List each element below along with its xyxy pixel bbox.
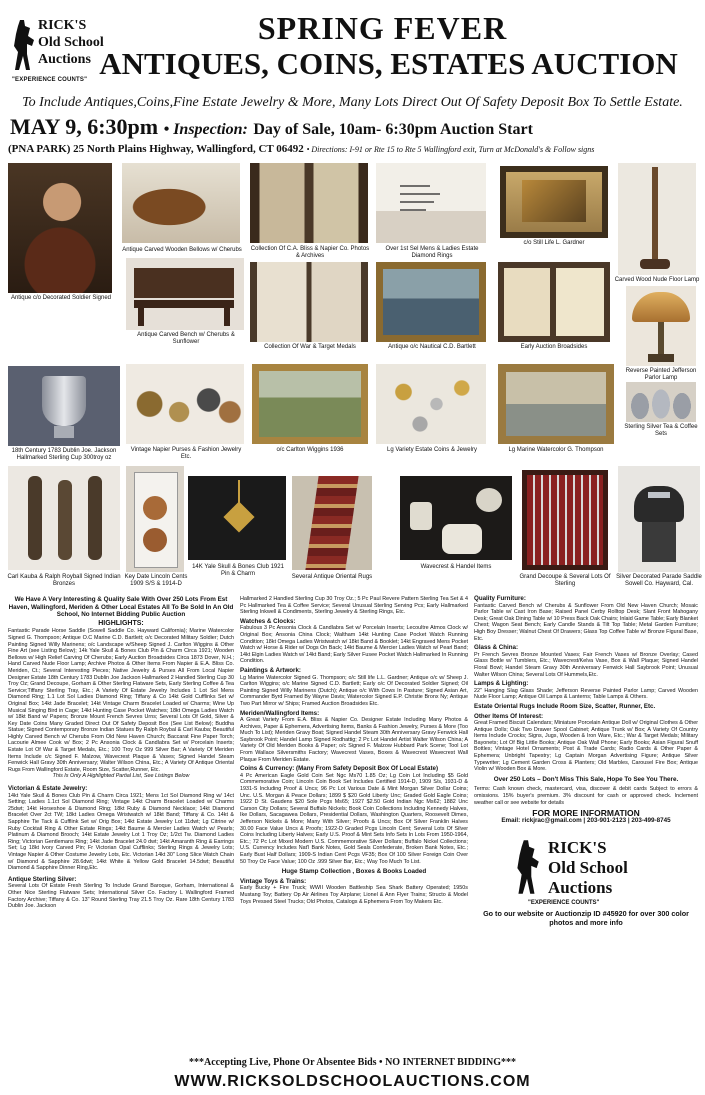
caption-wiggins: o/c Carlton Wiggins 1936 (276, 447, 344, 453)
photo-carved-bench (126, 258, 244, 330)
caption-carved-bench: Antique Carved Bench w/ Cherubs & Sunflower (137, 332, 235, 345)
column-1 (8, 596, 234, 1051)
bottom-logo-line2: Old School (548, 858, 628, 878)
caption-indian-bronzes: Carl Kauba & Ralph Royball Signed Indian Bronzes (7, 574, 121, 587)
paintings-text: Lg Marine Watercolor Signed G. Thompson; o/c Still life L.L. Gardner; Antique o/c w/ Sheep J. Carlton Wiggins; o/c Marine Signed C.D. Bartlett; Early o/c Of Decorated Soldier Signed; Oil Painting Signed Willy Marinens (Dutch); Antique o/c With Cows In Pasture; Signed Asian Art, Commander Byrd Framed By Wayne Davis; Watercolor Signed E.P. Christie Bronx Ny; Antique Two Part Mirror w/ Ships; Framed Auction Broadsides Etc. (240, 674, 468, 707)
photo-bellows (122, 163, 240, 243)
caption-soldier: Antique c/o Decorated Soldier Signed (10, 295, 112, 301)
furniture-text: Fantastic Carved Bench w/ Cherubs & Sunflower From Old New Haven Church; Mosaic Parlor Table w/ Cast Iron Base; Raised Panel Cerby Rolltop Desk; Slant Front Mahogany Desk; Great Oak Dining Table w/ 10 Press Back Oak Chairs; Inlaid Game Table; Early Blanket Chest; Wagon Seat Bench; Early Candle Stands & Tilt Top Table; Metal Garden Furniture; High Boy Dresser; Walnut Chest Of Drawers; Glass Top Coffee Table w/ Bronze Figural Base, Etc. (474, 602, 698, 642)
column-2 (240, 596, 468, 1051)
photo-lincoln-cents (126, 466, 184, 572)
estate-rugs-heading: Estate Oriental Rugs Include Room Size, Scatter, Runner, Etc. (474, 702, 656, 710)
more-info-heading: FOR MORE INFORMATION (532, 808, 640, 819)
photo-skull-bones (188, 476, 286, 560)
photo-marine-watercolor (498, 364, 614, 444)
bottom-logo-tagline: "EXPERIENCE COUNTS" (528, 900, 600, 907)
caption-dublin-cup: 18th Century 1783 Dublin Joe. Jackson Hallmarked Sterling Cup 300troy oz (11, 448, 117, 461)
caption-still-life: c/o Still Life L. Gardner (523, 240, 585, 246)
photo-indian-bronzes (8, 466, 120, 570)
silver-heading: Antique Sterling Silver: (8, 875, 77, 883)
photo-tea-sets (626, 382, 696, 422)
furniture-heading: Quality Furniture: (474, 595, 526, 602)
photo-napier-purses (126, 364, 244, 444)
photo-wiggins (252, 364, 368, 444)
logo-line3: Auctions (38, 52, 91, 67)
photo-nautical (376, 262, 486, 342)
victorian-heading: Victorian & Estate Jewelry: (8, 785, 88, 793)
caption-wavecrest: Wavecrest & Handel Items (420, 564, 492, 570)
caption-saddle: Silver Decorated Parade Saddle Sowell Co. Hayward, Cal. (616, 574, 702, 587)
auction-date: MAY 9, 6:30pm (10, 114, 159, 139)
title-spring-fever: SPRING FEVER (257, 10, 508, 46)
caption-napier-purses: Vintage Napier Purses & Fashion Jewelry Etc. (130, 447, 242, 460)
horse-rider-icon (512, 836, 542, 898)
toys-text: Early Bucky + Fire Truck; WWII Wooden Battleship Sea Shark Battery Operated; 1950s Mustang Toy; Battery Op Air Airlines Toy Airplane; Lionel & Ann Flyer Trains; Structo & Model Toys Pressed Steel Trucks; Old Photos, Catalogs & Ephemera From Toy Makers Etc. (240, 885, 468, 905)
title-auction: ANTIQUES, COINS, ESTATES AUCTION (99, 46, 678, 81)
logo-tagline: "EXPERIENCE COUNTS" (12, 77, 88, 83)
caption-bliss-archives: Collection Of C.A. Bliss & Napier Co. Photos & Archives (250, 246, 370, 259)
caption-grand-decoupe: Grand Decoupe & Several Lots Of Sterling (519, 574, 611, 587)
accepting-bids: ***Accepting Live, Phone Or Absentee Bids • NO INTERNET BIDDING*** (188, 1057, 517, 1068)
meriden-text: A Great Variety From E.A. Bliss & Napier Co. Designer Estate Including Many Photos & Archives, Paper & Ephemera, Advertising Items, Banks & Fashion Jewelry, Purses & More (Too Much To List); Meriden Gravy Boat; Signed Handel Steam 30th Anniversary Gravy Fenwick Hall Saybrook Point; Handel Lamp Signed Rodhattig; 2 Pc Lot Handel Artist Walter Wilson China; A Variety Of Old Meriden Books & Paper; o/c Signed F. Malzow Hubbard Park Scene; Tool Lot From Wallace Silversmiths Factory; Wavecrest Vases, Boxes & Wavecrest Wavecrest Wall Plaque From Meriden Estate. (240, 717, 468, 763)
toys-heading: Vintage Toys & Trains: (240, 877, 307, 885)
lamps-heading: Lamps & Lighting: (474, 680, 529, 688)
highlights-heading: HIGHLIGHTS: (98, 619, 144, 627)
caption-oriental-rugs: Several Antique Oriental Rugs (291, 574, 373, 580)
website-url[interactable]: WWW.RICKSOLDSCHOOLAUCTIONS.COM (174, 1073, 531, 1090)
photo-oriental-rugs (292, 476, 372, 570)
highlights-note: This Is Only A Highlighted Partial List, See Listings Below (52, 773, 190, 780)
caption-broadsides: Early Auction Broadsides (520, 344, 588, 350)
caption-tea-sets: Sterling Silver Tea & Coffee Sets (624, 424, 698, 437)
address: (PNA PARK) 25 North Plains Highway, Wallingford, CT 06492 (8, 143, 304, 155)
caption-war-medals: Collection Of War & Target Medals (264, 344, 356, 350)
contact-line: Email: rickjrac@gmail.com | 203-901-2123 | 203-499-8745 (501, 816, 671, 824)
address-line (8, 143, 703, 155)
bottom-logo-line1: RICK'S (548, 838, 607, 858)
watches-heading: Watches & Clocks: (240, 617, 296, 625)
inspection-label: • Inspection: (163, 121, 248, 138)
victorian-text: 14kt Yale Skull & Bones Club Pin & Charm Circa 1921; Mens 1ct Sol Diamond Ring w/ 14ct Setting; Ladies 1.1ct Sol Diamond Ring; Vintage 14kt Charm Bracelet Loaded w/ Charms 25dwt; 14kt Horseshoe & Diamond Ring; 18kt Ruby & Diamond Necklace; 14kt Diamond Bracelet Over 2ct TW; 18kt Ladies Omega Wristwatch w/ 18kt Band; Tiffany & Co. 14kt & Sapphire Tie Tack & Cufflink Set w/ Orig Box; 14kt Estate Jewelry Lot 11dwt; Lg Citrine w/ Ruby Cocktail Ring & Other Estate Rings; 14kt Baume & Mercier Ladies Watch w/ Pearls; Platinum & Diamond Brooch; 14kt Estate Jewelry Lot 1 Troy Oz; 1/2ct Tw. Diamond Ladies Ring; Victorian Gentlemans Ring; 14kt Jade Bracelet 24.0 dwt; 14kt Amaranth Ring & Earrings Set; Lg 18kt Ivory Carved Pin; Fr Victorian Opal Cufflinks; Sterling Rings & Jewelry Lots; Vintage Napier & Other Costume Jewelry Lots, Etc. Victorian 14kt 30" Long Slice Watch Chain w/ Diamond & Sapphire 28.6dwt; 14kt White & Yellow Gold Bracelet 14.5dwt; Beautiful Diamond & Sapphire Dinner Ring,Etc. (8, 792, 234, 872)
photo-diamond-rings (376, 163, 486, 243)
coins-text: 4 Pc American Eagle Gold Coin Set Ngc Ms70 1.85 Oz; Lg Coin Lot Including $5 Gold Commemorative Coin; Lincoln Coin Book Set Includes Certified 1914-D, 1909 S/s, 1931-D & 1931-S Including Proof & Uncs; 96 Pc Lot Various Date & Mint Morgan Silver Dollar Coins; Unc. U.S. Morgan & Peace Dollars; 1899 $ $20 Gold Liberty Unc; Graded Gold Eagle Coins; 1922 D St. Gaudens $20 Sole Pcgs Ms65; 1927 $2.50 Gold Indian Ngc Ms62; 1882 Unc Carson City Dollars; Several Buffalo Nickels; Book Coin Collections Including Kennedy Halves, Ike Dollars, Sacagawea Dollars, Presidential Dollars, Washington Quarters, Roosevelt Dimes, Jefferson Nickels & More; Many With Silver; Proofs & Uncs; Box Of Silver Franklin Halves 30.00 Face Value Uncs & Proofs; 1922-D Graded Pcgs Lincoln Cent; Several Lots Of Silver Coins Including Liberty Halves; Early U.S. Proof & Mint Sets Info Sets In Lots From 1950-1964, Etc.; 72 Pc Lot Mixed Modern U.S. Commemorative Silver Dollars; Buffalo Nickel Collections; U.S. Currency Includes Nat'l Bank Notes, Gold Seals Confederate, Broken Bank Notes, Etc.; Early Bust Half Dollars; 1909-S Indian Cent Pcgs VF35; Box Of 100 Silver Foreign Coin Over 50 Troy Oz Face Value; 100 Oz .999 Silver Bar, Etc.; Way Too Much To List. (240, 772, 468, 865)
caption-marine-watercolor: Lg Marine Watercolor G. Thompson (508, 447, 604, 453)
caption-lincoln-cents: Key Date Lincoln Cents 1909 S/S & 1914-D (124, 574, 188, 587)
intro-text: We Have A Very Interesting & Quality Sale With Over 250 Lots From Est Haven, Wallingford, Meriden & Other Local Estates All To Be Sold In An Old School, No Internet Bidding Public Auction (8, 596, 234, 619)
silver-text: Several Lots Of Estate Fresh Sterling To Include Grand Baroque, Gorham, International & Other Nice Sterling Flatware Sets; International Silver Co. Factory L Wallingford Framed Factory Archive; Tiffany & Co. 13" Round Sterling Tray 21.5 Troy Oz. Rare 18th Century 1783 Dublin Joe. Jackson (8, 883, 234, 910)
directions: • Directions: I-91 or Rte 15 to Rte 5 Wallingford exit, Turn at McDonald's & Follow signs (306, 145, 595, 154)
highlights-text: Fantastic Parade Horse Saddle (Sowell Saddle Co. Hayward California); Marine Watercolor Signed G. Thompson; Antique O.C Marine C.D. Bartlett; o/c Decorated Military Soldier; Dutch Painting Signed Willy Marinens; o/c Landscape w/Sheep Signed J. Carlton Wiggins & Other Fine Art (see Listing Below); 14k Yale Skull & Bones Club Pin & Charm Circa 1921; Wooden Bellows w/ High Relief Carving Of Cherubs; Early Auction Broadsides Circa 1873 Dover, N.H.; Hand Carved Nude Floor Lamp; Archive Photos & Other Items From Napier & E.A. Bliss Co. Meriden, Ct.; Several Interesting Pieces; Native Jewelry & Purses All From Local Napier Designer Estate 18th Century 1783 Dublin Joe Jackson Hallmarked 2 Handled Sterling Cup 30 Troy Oz; Grand Decoupe, Gorham & Other Sterling Flatware Sets, Early Sterling Coffee & Tea Service;Tiffany Sterling Tray, Etc.; A Variety Of Estate Jewelry Includes 1 Lot Sol Mens Diamond Ring; 1.1 Lot Sol Ladies Diamond Ring; Tiffany & Co 14kt Gold Cufflinks Set w/ Original Box; 14kt Jade Bracelet; 14kt Vintage Charm Bracelet Loaded w/ Charms; Wine Up Musical Singing Bird in Cage; 14kt Hunting Case Pocket Watches; 18kt Omega Ladies Watch w/ 18kt Band w/ Papers; Bronze Mount French Sevres Urns; Several Lots Of Gold, Silver & Key Date Coins Many Graded Direct Out Of Safety Deposit Box (See List Below); Buddha Statue; Signed Contemporary Bronze Indian Statues By Ralph Roybal & Carl Kauba; Beautiful Highly Carved Bench w/ Cherubs From Old New Haven Church; Baccarat Fine Paper Torch; Lacourie Almee Cook w/ Box; 2 Pc Ansonia Clock & Candlabra Set w/ Porcelain Inserts; Estate Lot Of War & Target Medals, Etc.; 100 Troy Oz 999 Silver Bar; A Variety Of Meriden Items Include c/c Signed F. Malzow, Wavecrest Plaque & Vases; Signed Handel Steam Fenwick Hall Gravy 30th Anniversary; Walter Wilson China, Etc.; A Variety Of Antique Oriental Rugs From Wallingford Estate, Room Size, Scatter,Runner, Etc. (8, 628, 234, 773)
lamps-text: 22" Hanging Slag Glass Shade; Jefferson Reverse Painted Parlor Lamp; Carved Wooden Nude Floor Lamp; Antique Oil Lamps & Lanterns; Table Lamps & Others. (474, 687, 698, 701)
meriden-heading: Meriden/Wallingford Items: (240, 709, 320, 717)
photo-nude-lamp (618, 163, 696, 275)
bottom-logo-line3: Auctions (548, 878, 613, 898)
glass-heading: Glass & China: (474, 644, 519, 652)
subtitle: To Include Antiques,Coins,Fine Estate Jewelry & More, Many Lots Direct Out Of Safety Deposit Box To Settle Estate. (22, 95, 683, 110)
photo-wavecrest (400, 476, 512, 560)
note-card-icon (396, 178, 466, 218)
caption-nude-lamp: Carved Wood Nude Floor Lamp (614, 277, 700, 283)
photo-war-medals (250, 262, 368, 342)
photo-bliss-archives (250, 163, 368, 243)
photo-broadsides (498, 262, 610, 342)
date-line (10, 114, 700, 140)
photo-dublin-cup (8, 366, 120, 446)
coins-heading: Coins & Currency: (Many From Safety Deposit Box Of Local Estate) (240, 765, 439, 773)
inspection-time: Day of Sale, 10am- 6:30pm Auction Start (253, 121, 533, 138)
photo-grand-decoupe (522, 470, 608, 570)
caption-diamond-rings: Over 1st Sel Mens & Ladies Estate Diamond Rings (385, 246, 479, 259)
other-items-text: Great Framed Biscuit Calendars; Miniature Porcelain Antique Doll w/ Original Clothes & Other Antique Dolls; Oak Two Drawer Spool Cabinet; Antique Trunk w/ Box; A Variety Of Country Items Include Crocks; Signs, Jugs, Wooden & Iron Ware, Etc.; War & Target Medals; Military Bayonets; Lot Of Big Little Books; Antique Oak Wall Phone; Early Books; Asian Figural Snuff Bottles; Vintage Hotel Ornaments; Post & Trade Cards; Radio Cards & Other Paper & Ephemera; Unbright Tapestry; Lg Captain Morgan Advertising Figure; Antique Silver Typewriter; Lg Cement Garden Cross & Planters; Old Marbles, Carousel Fire Box; Antique Violin w/ Wooden Box & More. (474, 720, 698, 773)
bottom-logo (474, 830, 698, 908)
photo-still-life (500, 166, 608, 238)
terms-text: Terms: Cash known check, mastercard, visa, discover & debit cards Subject to errors & omissions. 15% buyer's premium. 3% discount for cash or approved check. Inclement weather call or see website for details (474, 786, 698, 806)
photo-saddle (618, 466, 700, 572)
watches-text: Fabulous 3 Pc Ansonia Clock & Candlabra Set w/ Porcelain Inserts; Lecoultre Atmos Clock w/ Original Box; Ansonia China Clock; Waltham 14kt Hunting Case Pocket Watch Running Condition; 18kt Omega Ladies Wristwatch w/ 18kt Band & Booklet; 14kt Engraved Mens Pocket Watch w/ Horse & Rider w/ Dogs On Back; 14kt Baume & Mercier Ladies Watch w/ Pearl Band; 14kt Elgin Ladies Watch w/ 14kt Band; Early Silver Fusee Pocket Watch Hallmarked In Running Condition. (240, 625, 468, 665)
photo-jefferson-lamp (626, 286, 696, 366)
paintings-heading: Paintings & Artwork: (240, 666, 301, 674)
other-items-heading: Other Items Of Interest: (474, 712, 544, 720)
silver-continued: Hallmarked 2 Handled Sterling Cup 30 Troy Oz.; 5 Pc Paul Revere Pattern Sterling Tea Set & 4 Pc Hallmarked Tea & Coffee Service; Several Unusual Sterling Serving Pcs; Early Hallmarked Sterling Inkwell & Condiments, Sterling Jewelry & Sterling Rings, Etc. (240, 596, 468, 616)
caption-jefferson-lamp: Reverse Painted Jefferson Parlor Lamp (625, 368, 697, 381)
photo-soldier (8, 163, 112, 293)
logo-line1: RICK'S (38, 18, 87, 33)
caption-bellows: Antique Carved Wooden Bellows w/ Cherubs (122, 247, 242, 253)
column-3 (474, 596, 698, 1051)
caption-estate-coins: Lg Variety Estate Coins & Jewelry (387, 447, 477, 453)
caption-skull-bones: 14K Yale Skull & Bones Club 1921 Pin & Charm (192, 564, 284, 577)
caption-nautical: Antique o/c Nautical C.D. Bartlett (388, 344, 476, 350)
website-note: Go to our website or Auctionzip ID #45920 for over 300 color photos and more info (483, 909, 689, 927)
stamp-collection: Huge Stamp Collection , Boxes & Books Loaded (281, 868, 427, 876)
photo-estate-coins (376, 364, 486, 444)
over-250-lots: Over 250 Lots – Don't Miss This Sale, Hope To See You There. (493, 775, 679, 783)
logo-line2: Old School (38, 35, 104, 50)
glass-text: Pr French Sevres Bronze Mounted Vases; Fair French Vases w/ Bronze Overlay; Cased Glass Bottle w/ Tumblers, Etc.; Wavecrest/Kelva Vase, Box & Wall Plaque; Signed Handel Floral Bowl; Handel Steam Gravy 30th Anniversary Fenwick Hall Saybrook Point; Unusual Walter Wilson China; Several Lots Of Hummels,Etc. (474, 651, 698, 678)
